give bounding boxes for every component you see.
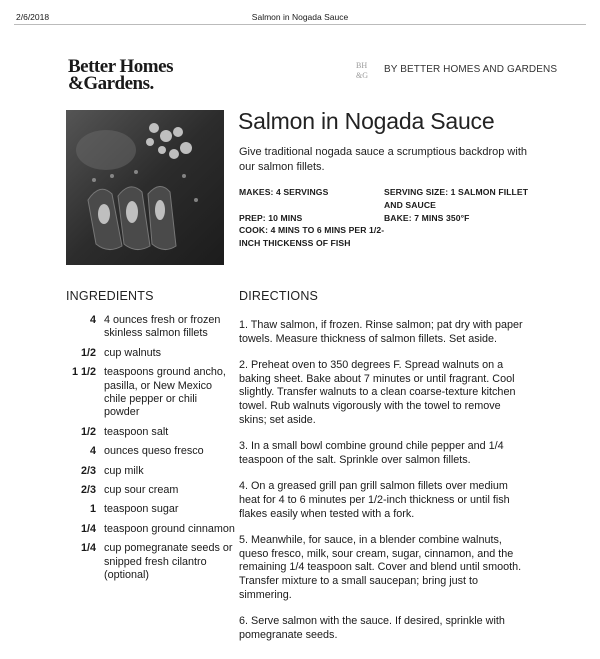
ingredient-desc: cup milk xyxy=(104,464,144,477)
bhg-mark-icon xyxy=(356,61,376,83)
direction-step: 3. In a small bowl combine ground chile pepper and 1/4 teaspoon of the salt. Sprinkle over salmon fillets. xyxy=(239,440,504,466)
bake-time: BAKE: 7 MINS 350°F xyxy=(384,213,470,223)
direction-step: 4. On a greased grill pan grill salmon fillets over medium heat for 4 to 6 minutes per 1/2-inch thickness or until fish flakes easily when tested with a fork. xyxy=(239,480,510,520)
makes-info: MAKES: 4 SERVINGS xyxy=(239,187,329,197)
mark-line-2: &G xyxy=(356,71,368,80)
ingredient-desc: cup sour cream xyxy=(104,484,179,497)
logo-line-2: &Gardens. xyxy=(68,73,154,94)
prep-time: PREP: 10 MINS xyxy=(239,213,303,223)
cook-time: COOK: 4 MINS TO 6 MINS PER 1/2-INCH THICKENSS OF FISH xyxy=(239,225,385,248)
ingredient-desc: teaspoon salt xyxy=(104,425,169,438)
direction-step: 5. Meanwhile, for sauce, in a blender combine walnuts, queso fresco, milk, sour cream, sugar, cinnamon, and the remaining 1/4 teaspoon salt. Cover and blend until smooth. Transfer mixture to a small saucepan; bring just to simmering. xyxy=(239,534,522,601)
ingredient-qty: 1/2 xyxy=(80,425,96,438)
mark-line-1: BH xyxy=(356,61,368,70)
recipe-description: Give traditional nogada sauce a scrumptious backdrop with our salmon fillets. xyxy=(239,146,527,173)
print-title: Salmon in Nogada Sauce xyxy=(251,12,349,22)
recipe-title: Salmon in Nogada Sauce xyxy=(238,108,495,134)
ingredients-heading: INGREDIENTS xyxy=(66,289,154,303)
ingredient-qty: 1/2 xyxy=(80,346,96,359)
ingredient-qty: 4 xyxy=(89,314,96,326)
ingredient-qty: 2/3 xyxy=(80,484,96,497)
logo-line-1: Better Homes xyxy=(68,56,173,77)
direction-step: 1. Thaw salmon, if frozen. Rinse salmon; pat dry with paper towels. Measure thickness of salmon fillets. Set aside. xyxy=(239,319,523,345)
ingredient-item xyxy=(60,484,235,497)
direction-step: 6. Serve salmon with the sauce. If desired, sprinkle with pomegranate seeds. xyxy=(239,615,505,641)
serving-size-info: SERVING SIZE: 1 SALMON FILLET AND SAUCE xyxy=(384,187,529,210)
ingredient-item xyxy=(60,445,235,458)
ingredient-desc: 4 ounces fresh or frozen skinless salmon fillets xyxy=(104,314,221,340)
recipe-photo xyxy=(66,110,224,265)
ingredient-desc: cup walnuts xyxy=(104,346,162,359)
byline: BY BETTER HOMES AND GARDENS xyxy=(384,64,558,75)
ingredient-item xyxy=(60,366,235,420)
ingredient-qty: 1/4 xyxy=(80,522,96,535)
print-date: 2/6/2018 xyxy=(16,12,50,22)
bhg-logo xyxy=(68,58,208,92)
ingredient-item xyxy=(60,542,235,582)
ingredient-desc: teaspoon ground cinnamon xyxy=(104,522,235,535)
ingredient-qty: 1 1/2 xyxy=(71,366,96,379)
ingredient-item xyxy=(60,314,235,341)
direction-step: 2. Preheat oven to 350 degrees F. Spread walnuts on a baking sheet. Bake about 7 minutes or until fragrant. Cool slightly. Transfer walnuts to a clean coarse-texture kitchen towel. Rub walnuts vigorously with the towel to remove skins; set aside. xyxy=(239,359,516,426)
ingredient-qty: 1 xyxy=(89,503,96,516)
ingredient-item xyxy=(60,503,235,516)
ingredient-desc: teaspoons ground ancho, pasilla, or New Mexico chile pepper or chili powder xyxy=(104,366,226,419)
ingredient-item xyxy=(60,426,235,439)
ingredient-qty: 2/3 xyxy=(80,464,96,477)
ingredient-item xyxy=(60,347,235,360)
ingredient-desc: ounces queso fresco xyxy=(104,445,204,458)
ingredient-desc: cup pomegranate seeds or snipped fresh cilantro (optional) xyxy=(104,542,233,582)
directions-heading: DIRECTIONS xyxy=(239,289,319,303)
ingredient-qty: 4 xyxy=(89,445,96,458)
directions-list xyxy=(239,319,531,655)
ingredient-item xyxy=(60,523,235,536)
header-divider xyxy=(14,24,586,25)
ingredient-desc: teaspoon sugar xyxy=(104,503,179,516)
ingredient-qty: 1/4 xyxy=(80,542,96,555)
ingredient-item xyxy=(60,465,235,478)
ingredients-list xyxy=(60,314,235,589)
salmon-photo-icon xyxy=(66,110,224,265)
